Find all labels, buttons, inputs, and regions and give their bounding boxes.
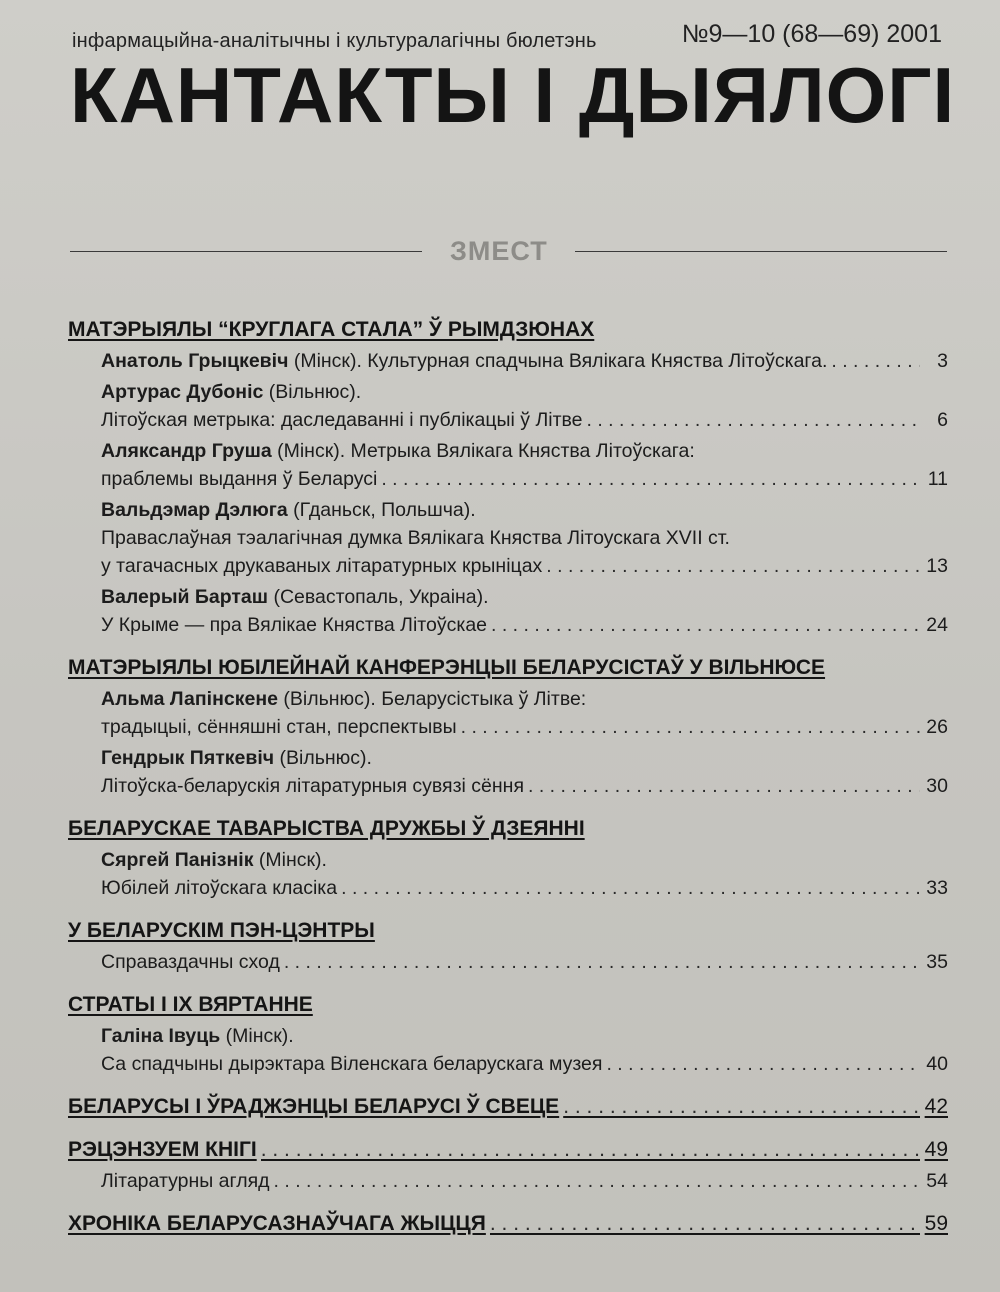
entry-text: Артурас Дубоніс (Вільнюс).	[101, 381, 362, 403]
entry-text: Справаздачны сход	[101, 951, 280, 973]
toc-entry	[68, 378, 948, 434]
page-number: 54	[926, 1170, 948, 1192]
toc-entry	[68, 685, 948, 741]
page-number: 40	[926, 1053, 948, 1075]
entry-text: Вальдэмар Дэлюга (Гданьск, Польшча).	[101, 499, 476, 521]
page-number: 49	[924, 1138, 948, 1161]
entry-text: Альма Лапінскене (Вільнюс). Беларусістыка ў Літве:	[101, 688, 587, 710]
divider-right	[575, 251, 947, 252]
toc-entry-line	[101, 378, 948, 406]
section-heading: СТРАТЫ І ІХ ВЯРТАННЕ	[68, 993, 313, 1016]
entry-text: Галіна Івуць (Мінск).	[101, 1025, 294, 1047]
entry-text: Аляксандр Груша (Мінск). Метрыка Вялікага Княства Літоўскага:	[101, 440, 695, 462]
toc-entry	[68, 437, 948, 493]
toc-entry-line	[101, 552, 948, 580]
page-number: 24	[926, 614, 948, 636]
entry-author: Галіна Івуць	[101, 1025, 221, 1047]
spacer	[68, 905, 948, 917]
spacer	[68, 1081, 948, 1093]
toc-entry-line	[101, 583, 948, 611]
page-number: 13	[926, 555, 948, 577]
entry-author: Анатоль Грыцкевіч	[101, 350, 289, 372]
page-number: 6	[937, 409, 948, 431]
entry-text: Анатоль Грыцкевіч (Мінск). Культурная спадчына Вялікага Княства Літоўскага.	[101, 350, 828, 372]
entry-text: Літоўская метрыка: даследаванні і публікацыі ў Літве	[101, 409, 583, 431]
toc-entry-line	[101, 611, 948, 639]
section-heading-label: БЕЛАРУСЫ І ЎРАДЖЭНЦЫ БЕЛАРУСІ Ў СВЕЦЕ	[68, 1095, 560, 1118]
entry-text: у тагачасных друкаваных літаратурных крыніцах	[101, 555, 543, 577]
toc-entry-line	[101, 846, 948, 874]
page-number: 26	[926, 716, 948, 738]
issue-number: №9—10 (68—69) 2001	[681, 20, 942, 48]
bulletin-subtitle: інфармацыйна-аналітычны і культуралагічны бюлетэнь	[72, 30, 597, 52]
entry-text: Валерый Барташ (Севастопаль, Украіна).	[101, 586, 489, 608]
entry-author: Сяргей Панізнік	[101, 849, 254, 871]
entry-author: Валерый Барташ	[101, 586, 269, 608]
contents-heading: ЗМЕСТ	[450, 236, 548, 266]
dot-leader	[528, 772, 920, 800]
dot-leader	[546, 552, 920, 580]
table-of-contents	[68, 316, 948, 1253]
entry-author: Вальдэмар Дэлюга	[101, 499, 288, 521]
spacer	[68, 979, 948, 991]
page-number: 30	[926, 775, 948, 797]
entry-text: У Крыме — пра Вялікае Княства Літоўскае	[101, 614, 488, 636]
entry-text: Сяргей Панізнік (Мінск).	[101, 849, 327, 871]
entry-text: Гендрык Пяткевіч (Вільнюс).	[101, 747, 372, 769]
toc-entry-line	[101, 465, 948, 493]
dot-leader	[261, 1136, 920, 1164]
toc-entry-line	[101, 772, 948, 800]
section-heading: БЕЛАРУСКАЕ ТАВАРЫСТВА ДРУЖБЫ Ў ДЗЕЯННІ	[68, 817, 585, 840]
dot-leader	[563, 1093, 920, 1121]
entry-text: традыцыі, сённяшні стан, перспектывы	[101, 716, 457, 738]
toc-entry-line	[101, 948, 948, 976]
entry-author: Аляксандр Груша	[101, 440, 272, 462]
entry-text: праблемы выдання ў Беларусі	[101, 468, 378, 490]
page-number: 59	[924, 1212, 948, 1235]
spacer	[68, 642, 948, 654]
dot-leader	[381, 465, 920, 493]
toc-entry	[68, 1167, 948, 1195]
page-number: 35	[926, 951, 948, 973]
dot-leader	[284, 948, 920, 976]
toc-entry-line	[101, 1022, 948, 1050]
entry-text: Са спадчыны дырэктара Віленскага беларускага музея	[101, 1053, 603, 1075]
toc-entry	[68, 846, 948, 902]
toc-entry	[68, 583, 948, 639]
entry-text: Літаратурны агляд	[101, 1170, 270, 1192]
toc-entry-line	[101, 437, 948, 465]
page-number: 42	[924, 1095, 948, 1118]
section-heading: МАТЭРЫЯЛЫ “КРУГЛАГА СТАЛА” Ў РЫМДЗЮНАХ	[68, 318, 595, 341]
page-number: 33	[926, 877, 948, 899]
toc-entry	[68, 347, 948, 375]
entry-text: Праваслаўная тэалагічная думка Вялікага Княства Літоускага XVII ст.	[101, 527, 730, 549]
dot-leader	[587, 406, 920, 434]
entry-author: Альма Лапінскене	[101, 688, 278, 710]
dot-leader	[606, 1050, 920, 1078]
toc-entry-line	[101, 1050, 948, 1078]
section-heading	[68, 1093, 948, 1121]
toc-entry-line	[101, 524, 948, 552]
toc-entry	[68, 1022, 948, 1078]
divider-left	[70, 251, 422, 252]
entry-author: Артурас Дубоніс	[101, 381, 264, 403]
spacer	[68, 1241, 948, 1253]
toc-entry-line	[101, 713, 948, 741]
toc-entry-line	[101, 744, 948, 772]
dot-leader	[461, 713, 920, 741]
page-number: 11	[927, 468, 948, 490]
section-heading: МАТЭРЫЯЛЫ ЮБІЛЕЙНАЙ КАНФЕРЭНЦЫІ БЕЛАРУСІСТАЎ У ВІЛЬНЮСЕ	[68, 656, 826, 679]
entry-author: Гендрык Пяткевіч	[101, 747, 275, 769]
dot-leader	[831, 347, 920, 375]
page-number: 3	[937, 350, 948, 372]
toc-entry-line	[101, 685, 948, 713]
magazine-title: КАНТАКТЫ І ДЫЯЛОГІ	[70, 51, 956, 139]
section-heading-label: РЭЦЭНЗУЕМ КНІГІ	[68, 1138, 257, 1161]
toc-entry	[68, 744, 948, 800]
section-heading-label: ХРОНІКА БЕЛАРУСАЗНАЎЧАГА ЖЫЦЦЯ	[68, 1212, 486, 1235]
spacer	[68, 1198, 948, 1210]
toc-entry-line	[101, 347, 948, 375]
spacer	[68, 803, 948, 815]
section-heading: У БЕЛАРУСКІМ ПЭН-ЦЭНТРЫ	[68, 919, 375, 942]
dot-leader	[341, 874, 920, 902]
toc-entry	[68, 496, 948, 580]
dot-leader	[490, 1210, 920, 1238]
section-heading	[68, 1210, 948, 1238]
dot-leader	[274, 1167, 920, 1195]
spacer	[68, 1124, 948, 1136]
toc-entry-line	[101, 496, 948, 524]
entry-text: Літоўска-беларускія літаратурныя сувязі сёння	[101, 775, 525, 797]
toc-entry-line	[101, 406, 948, 434]
toc-entry-line	[101, 874, 948, 902]
section-heading	[68, 1136, 948, 1164]
entry-text: Юбілей літоўскага класіка	[101, 877, 338, 899]
dot-leader	[491, 611, 920, 639]
toc-entry-line	[101, 1167, 948, 1195]
toc-entry	[68, 948, 948, 976]
